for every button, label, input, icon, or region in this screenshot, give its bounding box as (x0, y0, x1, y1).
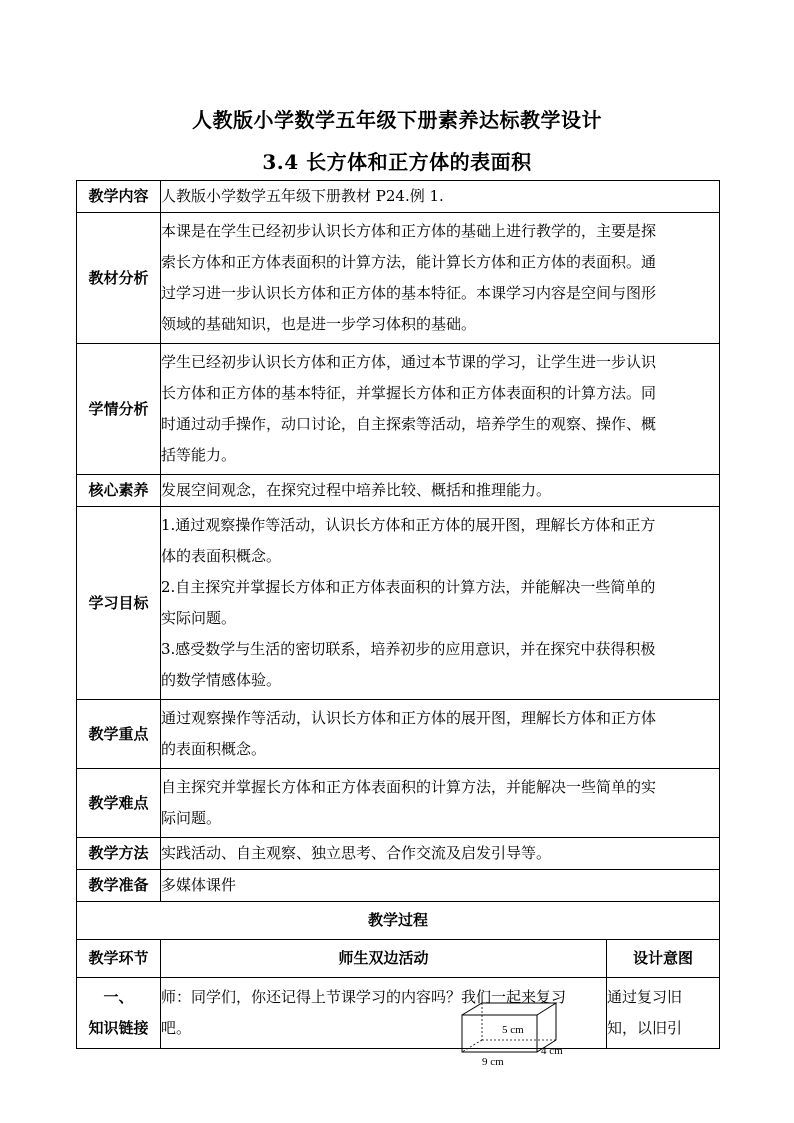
cuboid-hidden-edge (462, 1040, 482, 1052)
row-content-line: 自主探究并掌握长方体和正方体表面积的计算方法，并能解决一些简单的实 (161, 778, 657, 796)
row-content (161, 838, 720, 870)
row-content-line: 时通过动手操作，动口讨论，自主探索等活动，培养学生的观察、操作、概 (161, 415, 657, 433)
cuboid-front-face (462, 1015, 537, 1052)
row-content-line: 1.通过观察操作等活动，认识长方体和正方体的展开图，理解长方体和正方 (161, 516, 656, 534)
row-label: 教学方法 (77, 838, 161, 870)
row-content-line: 体的表面积概念。 (161, 547, 282, 565)
row-content (161, 507, 720, 700)
row-content-line: 学生已经初步认识长方体和正方体，通过本节课的学习，让学生进一步认识 (161, 353, 657, 371)
cuboid-figure (455, 1000, 585, 1075)
document-title: 人教版小学数学五年级下册素养达标教学设计 (192, 108, 602, 132)
table-row (77, 769, 720, 838)
row-content-line: 过学习进一步认识长方体和正方体的基本特征。本课学习内容是空间与图形 (161, 284, 657, 302)
step1-label (77, 978, 161, 1049)
document-subtitle: 3.4 长方体和正方体的表面积 (262, 150, 532, 174)
table-row (77, 181, 720, 213)
row-content (161, 700, 720, 769)
row-label: 教学重点 (77, 700, 161, 769)
cuboid-top-face (462, 1003, 556, 1015)
row-content-line: 通过观察操作等活动，认识长方体和正方体的展开图，理解长方体和正方体 (161, 709, 657, 727)
row-label: 教学难点 (77, 769, 161, 838)
step1-row (77, 978, 720, 1049)
row-content (161, 870, 720, 902)
row-label: 教学准备 (77, 870, 161, 902)
row-content-line: 际问题。 (161, 809, 222, 827)
row-content-line: 索长方体和正方体表面积的计算方法，能计算长方体和正方体的表面积。通 (161, 253, 657, 271)
row-content-line: 实际问题。 (161, 609, 237, 627)
step1-intent (607, 978, 720, 1049)
table-row (77, 507, 720, 700)
table-row (77, 475, 720, 507)
row-content (161, 213, 720, 344)
row-content-line: 长方体和正方体的基本特征，并掌握长方体和正方体表面积的计算方法。同 (161, 384, 657, 402)
cuboid-width-label: 4 cm (541, 1045, 563, 1057)
column-header-step: 教学环节 (77, 940, 161, 978)
row-content-line: 发展空间观念，在探究过程中培养比较、概括和推理能力。 (161, 481, 552, 499)
column-header-intent: 设计意图 (607, 940, 720, 978)
table-row (77, 344, 720, 475)
table-row (77, 213, 720, 344)
process-header: 教学过程 (77, 902, 720, 940)
row-content-line: 的数学情感体验。 (161, 671, 282, 689)
process-header-row (77, 902, 720, 940)
row-content-line: 2.自主探究并掌握长方体和正方体表面积的计算方法，并能解决一些简单的 (161, 578, 656, 596)
step1-activity-line: 吧。 (161, 1019, 192, 1037)
row-content (161, 181, 720, 213)
row-label: 学习目标 (77, 507, 161, 700)
step1-activity-line: 师：同学们，你还记得上节课学习的内容吗？我们一起来复习 (161, 988, 567, 1006)
row-content-line: 多媒体课件 (161, 876, 237, 894)
cuboid-length-label: 9 cm (482, 1056, 504, 1068)
row-content-line: 的表面积概念。 (161, 740, 267, 758)
step1-label-line1: 一、 (103, 988, 134, 1006)
row-label: 核心素养 (77, 475, 161, 507)
row-content-line: 实践活动、自主观察、独立思考、合作交流及启发引导等。 (161, 844, 552, 862)
row-content-line: 领域的基础知识，也是进一步学习体积的基础。 (161, 315, 477, 333)
row-label: 学情分析 (77, 344, 161, 475)
row-content (161, 475, 720, 507)
table-row (77, 870, 720, 902)
row-content (161, 344, 720, 475)
row-content-line: 本课是在学生已经初步认识长方体和正方体的基础上进行教学的，主要是探 (161, 222, 657, 240)
row-label: 教学内容 (77, 181, 161, 213)
row-content-line: 3.感受数学与生活的密切联系，培养初步的应用意识，并在探究中获得积极 (161, 640, 656, 658)
table-row (77, 838, 720, 870)
step1-intent-line: 通过复习旧 (607, 988, 683, 1006)
step1-label-line2: 知识链接 (88, 1019, 149, 1037)
row-content-line: 人教版小学数学五年级下册教材 P24.例 1. (161, 187, 444, 205)
lesson-plan-table (76, 180, 720, 1049)
column-header-row (77, 940, 720, 978)
column-header-activity: 师生双边活动 (161, 940, 607, 978)
cuboid-height-label: 5 cm (502, 1024, 524, 1036)
step1-intent-line: 知，以旧引 (607, 1019, 683, 1037)
row-content (161, 769, 720, 838)
table-row (77, 700, 720, 769)
row-content-line: 括等能力。 (161, 446, 237, 464)
row-label: 教材分析 (77, 213, 161, 344)
